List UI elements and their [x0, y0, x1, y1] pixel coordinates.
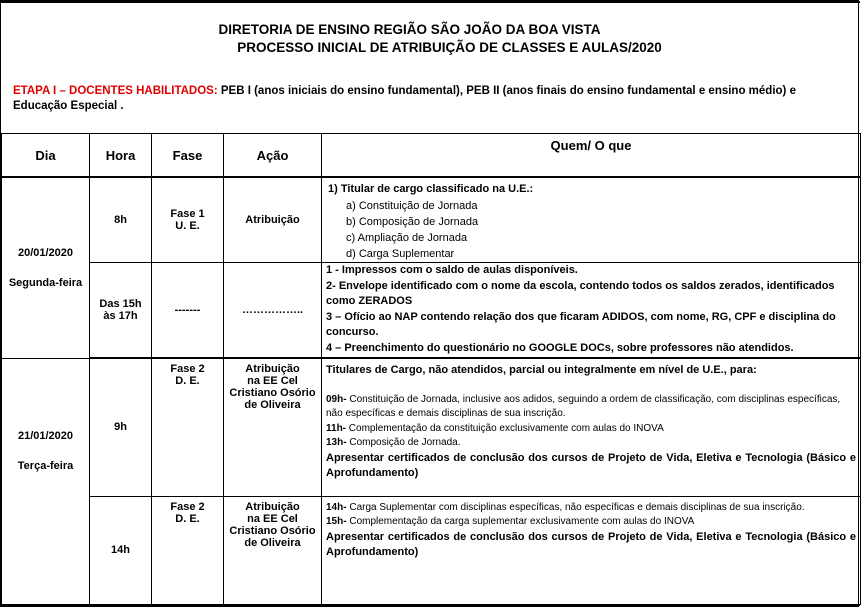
fase-location: D. E.: [175, 512, 200, 525]
bottom-border: [1, 604, 860, 606]
acao-line: Atribuição: [245, 500, 300, 513]
quem-title: 1) Titular de cargo classificado na U.E.:: [328, 183, 534, 195]
document-header: [2, 21, 857, 57]
item-text: Carga Suplementar com disciplinas específicas, não específicas e demais disciplinas de sua inscrição.: [346, 501, 805, 513]
day2-row2-quem: [322, 496, 861, 604]
list-item: b) Composição de Jornada: [346, 215, 479, 228]
day1-cell: [2, 177, 90, 358]
item-text: Complementação da constituição exclusivamente com aulas do INOVA: [346, 422, 664, 434]
hora-start: Das 15h: [99, 297, 142, 310]
schedule-item-14h: [326, 501, 856, 516]
col-header-hora: Hora: [90, 134, 152, 178]
day2-weekday: Terça-feira: [17, 460, 74, 472]
acao-line: Cristiano Osório: [229, 524, 316, 537]
day2-row1-quem: [322, 358, 861, 496]
list-item: 4 – Preenchimento do questionário no GOOGLE DOCs, sobre professores não atendidos.: [326, 341, 794, 354]
top-border: [1, 1, 860, 3]
day1-row1-acao: Atribuição: [224, 177, 322, 262]
day1-row2-acao: ……………..: [224, 262, 322, 358]
day1-row2-hora: [90, 262, 152, 358]
acao-line: Cristiano Osório: [229, 387, 316, 399]
col-header-acao: Ação: [224, 134, 322, 178]
header-line-2: PROCESSO INICIAL DE ATRIBUIÇÃO DE CLASSES E AULAS/2020: [237, 40, 662, 55]
col-header-fase: Fase: [152, 134, 224, 178]
schedule-item-09h: [326, 393, 856, 422]
list-item: 1 - Impressos com o saldo de aulas disponíveis.: [326, 264, 578, 277]
table-row: [2, 496, 861, 604]
acao-line: na EE Cel: [247, 512, 298, 525]
time-label: 09h-: [326, 393, 347, 405]
list-item: c) Ampliação de Jornada: [346, 231, 468, 244]
day1-row2-quem: [322, 262, 861, 358]
acao-line: na EE Cel: [247, 375, 298, 387]
day2-row2-fase: [152, 496, 224, 604]
day2-date: 21/01/2020: [17, 430, 74, 442]
day2-row1-hora: 9h: [90, 358, 152, 496]
table-row: [2, 262, 861, 358]
day2-row2-hora: 14h: [90, 496, 152, 604]
acao-line: de Oliveira: [244, 536, 301, 549]
day2-row1-fase: [152, 358, 224, 496]
item-text: Constituição de Jornada, inclusive aos adidos, seguindo a ordem de classificação, com disciplinas específicas, não específicas e demais disciplinas de sua inscrição.: [326, 393, 841, 419]
hora-end: às 17h: [103, 309, 138, 322]
time-label: 15h-: [326, 516, 347, 527]
fase-location: U. E.: [175, 219, 200, 232]
acao-line: Atribuição: [245, 363, 300, 375]
certificate-note: Apresentar certificados de conclusão dos cursos de Projeto de Vida, Eletiva e Tecnologia (Básico e Aprofundamento): [326, 451, 856, 479]
day2-cell: [2, 358, 90, 604]
quem-title: Titulares de Cargo, não atendidos, parcial ou integralmente em nível de U.E., para:: [326, 364, 757, 376]
etapa-description: [13, 84, 851, 114]
day2-row1-acao: [224, 358, 322, 496]
header-line-1: DIRETORIA DE ENSINO REGIÃO SÃO JOÃO DA BOA VISTA: [218, 22, 601, 37]
list-item: 3 – Ofício ao NAP contendo relação dos que ficaram ADIDOS, com nome, RG, CPF e disciplina do concurso.: [326, 310, 836, 339]
time-label: 11h-: [326, 422, 347, 434]
day1-row1-quem: [322, 177, 861, 262]
col-header-quem: Quem/ O que: [322, 134, 861, 178]
table-header-row: [2, 134, 861, 178]
etapa-text: PEB I (anos iniciais do ensino fundamental), PEB II (anos finais do ensino fundamental e ensino médio) e Educação Especial .: [13, 85, 796, 112]
day1-row2-fase: -------: [152, 262, 224, 358]
day1-row1-fase: [152, 177, 224, 262]
list-item: 2- Envelope identificado com o nome da escola, contendo todos os saldos zerados, identificados como ZERADOS: [326, 279, 835, 308]
day1-date: 20/01/2020: [17, 246, 74, 259]
table-row: [2, 358, 861, 496]
time-label: 13h-: [326, 437, 347, 448]
fase-number: Fase 2: [170, 363, 205, 375]
etapa-label: ETAPA I – DOCENTES HABILITADOS:: [13, 85, 218, 97]
fase-number: Fase 1: [170, 207, 205, 220]
day1-weekday: Segunda-feira: [8, 276, 83, 289]
list-item: a) Constituição de Jornada: [346, 199, 478, 212]
item-text: Complementação da carga suplementar exclusivamente com aulas do INOVA: [346, 516, 695, 527]
day2-row2-acao: [224, 496, 322, 604]
schedule-item-11h: [326, 422, 856, 437]
schedule-item-15h: [326, 515, 856, 530]
fase-number: Fase 2: [170, 500, 205, 513]
table-row: [2, 177, 861, 262]
col-header-dia: Dia: [2, 134, 90, 178]
time-label: 14h-: [326, 501, 347, 513]
acao-line: de Oliveira: [244, 399, 301, 411]
item-text: Composição de Jornada.: [346, 437, 461, 448]
fase-location: D. E.: [175, 375, 200, 387]
schedule-item-13h: [326, 436, 856, 451]
day1-row1-hora: 8h: [90, 177, 152, 262]
schedule-table: [1, 133, 861, 605]
certificate-note: Apresentar certificados de conclusão dos cursos de Projeto de Vida, Eletiva e Tecnologia (Básico e Aprofundamento): [326, 530, 856, 558]
list-item: d) Carga Suplementar: [346, 247, 455, 260]
